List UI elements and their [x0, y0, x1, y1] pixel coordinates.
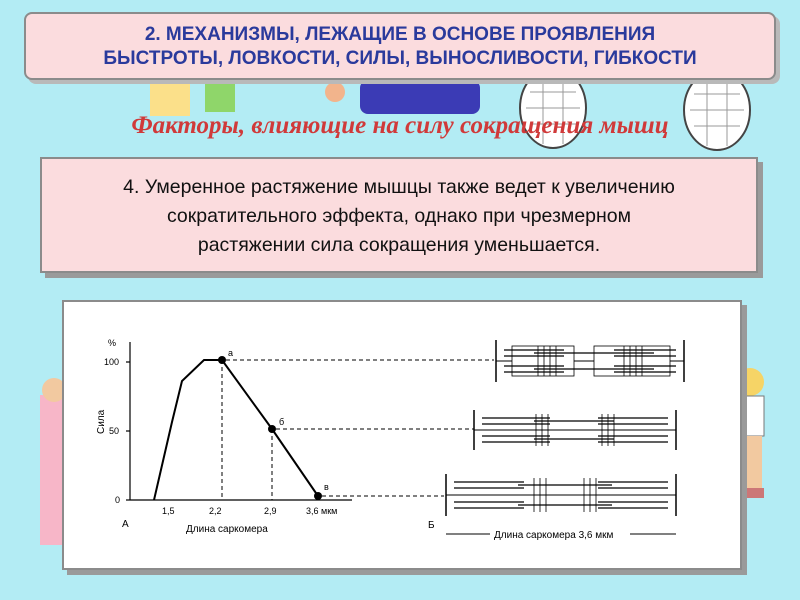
x-tick-label-4: 3,6 мкм: [306, 506, 338, 516]
title-line-1: 2. МЕХАНИЗМЫ, ЛЕЖАЩИЕ В ОСНОВЕ ПРОЯВЛЕНИЯ: [144, 24, 656, 45]
x-tick-label-2: 2,2: [209, 506, 222, 516]
athlete-figure-icon: [150, 80, 480, 116]
point-b: [268, 425, 276, 433]
point-label-b: б: [279, 417, 285, 427]
point-a: [218, 356, 226, 364]
y-unit: %: [108, 338, 117, 348]
subtitle: Факторы, влияющие на силу сокращения мышц: [131, 112, 669, 139]
force-length-diagram: [64, 302, 740, 568]
x-tick-label-1: 1,5: [162, 506, 175, 516]
diagram-box: [62, 300, 742, 570]
sarcomere-c: [446, 474, 676, 516]
text-line-1: 4. Умеренное растяжение мышцы также ведет к увеличению: [123, 176, 675, 198]
point-c: [314, 492, 322, 500]
point-label-c: в: [324, 482, 329, 492]
title-box: [24, 12, 776, 80]
point-label-a: а: [228, 348, 234, 358]
y-tick-label-0: 0: [115, 495, 121, 505]
x-tick-label-3: 2,9: [264, 506, 277, 516]
sarcomere-b: [474, 410, 676, 450]
b-axis-label: Длина саркомера 3,6 мкм: [494, 530, 614, 541]
y-tick-label-100: 100: [104, 357, 120, 367]
y-tick-label-50: 50: [109, 426, 120, 436]
text-line-3: растяжении сила сокращения уменьшается.: [197, 234, 601, 256]
panel-a-label: А: [122, 519, 129, 530]
x-axis-label: Длина саркомера: [186, 524, 268, 535]
text-line-2: сократительного эффекта, однако при чрезмерном: [166, 205, 632, 227]
y-axis-label: Сила: [96, 409, 107, 434]
panel-b-label: Б: [428, 520, 435, 531]
sarcomere-a: [496, 340, 684, 382]
title-line-2: БЫСТРОТЫ, ЛОВКОСТИ, СИЛЫ, ВЫНОСЛИВОСТИ, ГИБКОСТИ: [103, 48, 697, 69]
force-length-curve: [154, 360, 318, 500]
text-box: [40, 157, 758, 273]
